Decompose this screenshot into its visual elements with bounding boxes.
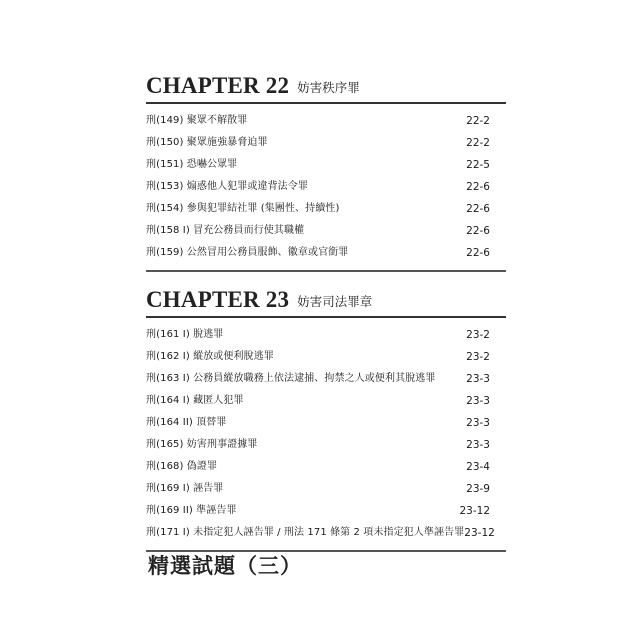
toc-entry-page: 23-3 [466,417,490,429]
toc-entry[interactable] [146,368,506,390]
chapter-bottom-rule [146,270,506,272]
chapter-heading [146,62,506,98]
toc-entry-title: 刑(151) 恐嚇公眾罪 [146,159,238,170]
toc-entry-page: 22-2 [466,115,490,127]
chapter-subtitle: 妨害司法罪章 [297,294,373,309]
toc-entry-page: 23-2 [466,351,490,363]
toc-entry-title: 刑(159) 公然冒用公務員服飾、徽章或官銜罪 [146,247,349,258]
toc-entry[interactable] [146,478,506,500]
toc-entry-title: 刑(161 I) 脫逃罪 [146,329,224,340]
toc-entry[interactable] [146,198,506,220]
toc-entry[interactable] [146,346,506,368]
chapter-top-rule [146,102,506,104]
section-title: 精選試題（三） [148,553,302,578]
toc-entry-page: 22-6 [466,247,490,259]
chapter-top-rule [146,316,506,318]
toc-entry-title: 刑(153) 煽惑他人犯罪或違背法令罪 [146,181,308,192]
chapter-subtitle: 妨害秩序罪 [297,80,360,95]
toc-entry[interactable] [146,132,506,154]
toc-list [146,110,506,264]
toc-entry[interactable] [146,242,506,264]
toc-entry-title: 刑(164 I) 藏匿人犯罪 [146,395,244,406]
toc-entry[interactable] [146,522,506,544]
toc-entry[interactable] [146,500,506,522]
toc-entry-page: 22-6 [466,181,490,193]
toc-entry-title: 刑(168) 偽證罪 [146,461,218,472]
toc-entry-page: 23-3 [466,439,490,451]
toc-entry-page: 22-5 [466,159,490,171]
chapter-22-section [146,62,506,272]
toc-entry[interactable] [146,110,506,132]
toc-entry-page: 23-3 [466,395,490,407]
toc-entry[interactable] [146,324,506,346]
toc-entry-page: 22-6 [466,225,490,237]
toc-entry[interactable] [146,154,506,176]
toc-entry-title: 刑(164 II) 頂替罪 [146,417,227,428]
toc-entry[interactable] [146,220,506,242]
toc-entry-title: 刑(163 I) 公務員縱放職務上依法逮捕、拘禁之人或便利其脫逃罪 [146,373,436,384]
toc-entry-page: 23-4 [466,461,490,473]
toc-entry[interactable] [146,390,506,412]
toc-list [146,324,506,544]
toc-entry-title: 刑(169 I) 誣告罪 [146,483,224,494]
toc-entry[interactable] [146,176,506,198]
toc-entry-title: 刑(169 II) 準誣告罪 [146,505,237,516]
toc-entry-title: 刑(154) 參與犯罪結社罪 (集團性、持續性) [146,203,340,214]
toc-entry-title: 刑(149) 聚眾不解散罪 [146,115,248,126]
toc-entry-page: 23-2 [466,329,490,341]
toc-entry-page: 23-12 [464,527,495,539]
toc-entry-page: 23-3 [466,373,490,385]
toc-entry-page: 23-12 [459,505,490,517]
chapter-label: CHAPTER 22 [146,73,290,98]
toc-entry[interactable] [146,456,506,478]
toc-entry-page: 22-2 [466,137,490,149]
toc-entry-title: 刑(150) 聚眾施強暴脅迫罪 [146,137,268,148]
chapter-label: CHAPTER 23 [146,287,290,312]
toc-entry-page: 23-9 [466,483,490,495]
toc-entry[interactable] [146,412,506,434]
chapter-heading [146,276,506,312]
toc-entry-title: 刑(162 I) 縱放或便利脫逃罪 [146,351,274,362]
toc-entry-page: 22-6 [466,203,490,215]
chapter-23-section [146,276,506,552]
toc-entry-title: 刑(158 I) 冒充公務員而行使其職權 [146,225,305,236]
toc-entry[interactable] [146,434,506,456]
toc-entry-title: 刑(171 I) 未指定犯人誣告罪 / 刑法 171 條第 2 項未指定犯人準誣告罪 [146,527,465,538]
toc-entry-title: 刑(165) 妨害刑事證據罪 [146,439,258,450]
